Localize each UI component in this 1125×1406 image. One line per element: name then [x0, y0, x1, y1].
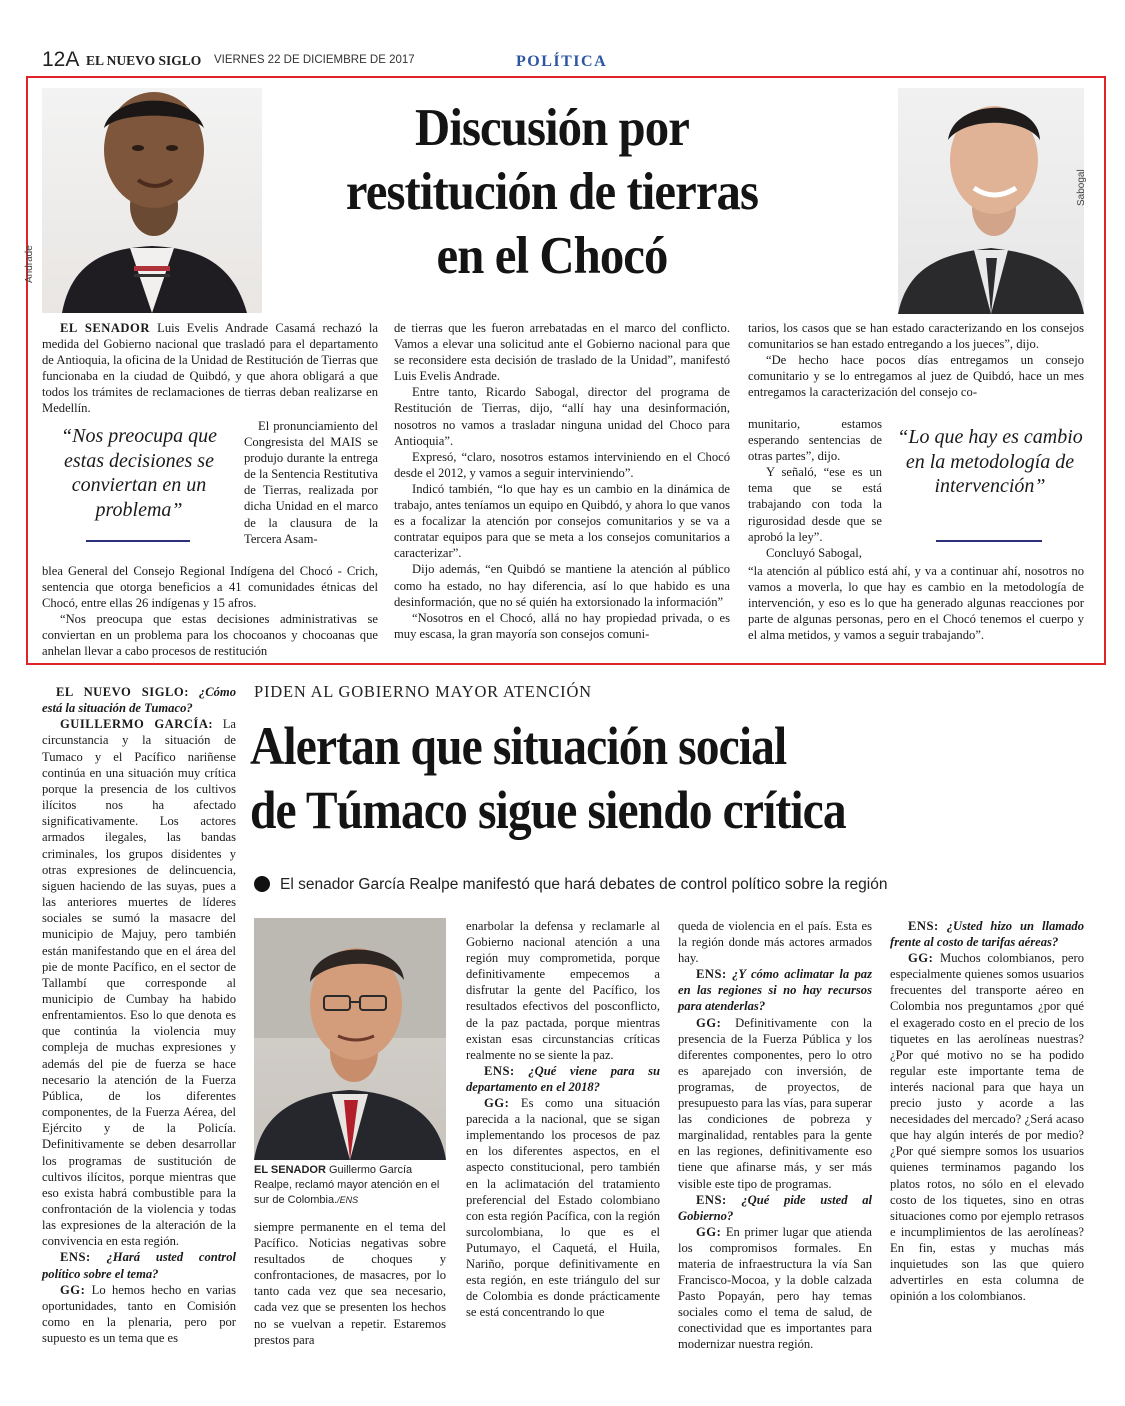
- answer: GG: Lo hemos hecho en varias oportunidades, tanto en Comisión como en la plenaria, pero por supuesto es un tema que es: [42, 1282, 236, 1346]
- paragraph: “Nos preocupa que estas decisiones administrativas se conviertan en un problema para los chocoanos y chocoanas que anhelan llevar a cabo procesos de restitución: [42, 612, 378, 659]
- answer: enarbolar la defensa y reclamarle al Gobierno nacional atención a una región muy comprometida, porque definitivamente empecemos a disfrutar la gente del Pacífico, los resultados efectivos del posconflicto, de la paz pactada, porque mientras existan esas circunstancias críticas realmente no se siente la paz.: [466, 919, 660, 1062]
- article1-column-1-side: [244, 418, 378, 547]
- article2-column-3: [466, 918, 660, 1320]
- person-portrait-icon: [898, 88, 1084, 314]
- masthead: EL NUEVO SIGLO: [86, 53, 202, 68]
- question: ENS: ¿Usted hizo un llamado frente al costo de tarifas aéreas?: [890, 919, 1084, 950]
- lead-in: EL SENADOR: [60, 321, 150, 335]
- paragraph: blea General del Consejo Regional Indígena del Chocó - Crich, sentencia que otorga beneficios a 41 comunidades étnicas del Chocó, entre ellas 26 indígenas y 15 afros.: [42, 564, 378, 611]
- pull-quote-left: “Nos preocupa que estas decisiones se conviertan en un problema”: [61, 425, 217, 521]
- paragraph: Expresó, “claro, nosotros estamos interviniendo en el Chocó desde el 2012, y vamos a seguir interviniendo”.: [394, 449, 730, 480]
- paragraph: “la atención al público está ahí, y va a continuar ahí, nosotros no vamos a moverla, lo que hay es cambio en la metodología de intervención, y eso es lo que ha generado algunas reacciones por parte de algunas personas, pero en el Chocó tenemos el cuerpo y el alma metidos, y vamos a seguir trabajando”.: [748, 564, 1084, 643]
- person-portrait-icon: [254, 918, 446, 1160]
- article1-column-1-bottom: [42, 563, 378, 660]
- answer: GG: Definitivamente con la presencia de la Fuerza Pública y los diferentes componentes, pero lo otro es aparejado con inversión, de programas, de proyectos, de presupuesto para las vías, para superar las condiciones de pobreza y marginalidad, rentables para la gente en las regiones, definitivamente eso tiene que afinarse más, y ser más visible este tipo de programas.: [678, 1015, 872, 1191]
- photo-andrade: [24, 88, 262, 313]
- photo-caption-sabogal: Sabogal: [1076, 169, 1087, 206]
- bullet-icon: [254, 876, 270, 892]
- page-number: 12A: [42, 48, 80, 71]
- page-header: [42, 48, 1102, 78]
- question: ENS: ¿Hará usted control político sobre el tema?: [42, 1250, 236, 1281]
- pull-quote-right: “Lo que hay es cambio en la metodología de intervención”: [897, 426, 1083, 497]
- answer: GG: Es como una situación parecida a la nacional, que se sigan implementando los procesos de paz en los diferentes aspectos, en el aspecto constitucional, pero también en la aclimatación del tratamiento preferencial del Estado colombiano con esta región Pacífica, con la región surcolombiana, lo que es el Putumayo, el Caquetá, el Huila, Nariño, porque definitivamente en esta región, en este triángulo del sur de Colombia es donde prácticamente se está concentrando lo que: [466, 1096, 660, 1320]
- headline-line: en el Chocó: [436, 227, 668, 285]
- article1-column-3-side: [748, 416, 882, 561]
- section-title: POLÍTICA: [516, 53, 608, 70]
- photo-caption-andrade: Andrade: [24, 245, 35, 283]
- article2-column-2: [254, 1219, 446, 1348]
- answer: GG: En primer lugar que atienda los compromisos formales. En materia de infraestructura la vía San Francisco-Mocoa, y la doble calzada Pasto Popayán, pero hay temas sociales como el tema de salud, de conectividad que es importantes para modernizar nuestra región.: [678, 1224, 872, 1352]
- headline-line: Discusión por: [415, 99, 689, 157]
- paragraph: tarios, los casos que se han estado caracterizando en los consejos comunitarios se han estado entregando a los jueces”, dijo.: [748, 321, 1084, 352]
- paragraph: El pronunciamiento del Congresista del MAIS se produjo durante la entrega de la Sentencia Restitutiva de Tierras, realizada por dicha Unidad en el marco de la clausura de la Tercera Asam-: [244, 419, 378, 546]
- article1-column-3: [748, 320, 1084, 400]
- article2-column-1: [42, 684, 236, 1346]
- article2-column-4: [678, 918, 872, 1353]
- paragraph: Y señaló, “ese es un tema que se está trabajando con toda la rigurosidad desde que se aprobó la ley”.: [748, 465, 882, 544]
- paragraph: EL SENADOR Luis Evelis Andrade Casamá rechazó la medida del Gobierno nacional que trasladó para el departamento de Antioquia, la oficina de la Unidad de Restitución de Tierras que funcionaba en la ciudad de Quibdó, y que ahora obligará a que todos los trámites de reclamaciones de tierras deban realizarse en Medellín.: [42, 321, 378, 416]
- question: EL NUEVO SIGLO: ¿Cómo está la situación de Tumaco?: [42, 685, 236, 716]
- paragraph: siempre permanente en el tema del Pacífico. Noticias negativas sobre resultados de choques y confrontaciones, de masacres, por lo tanto cada vez que sea necesario, cada vez que se presenten los hechos no se vuelvan a repetir. Estaremos prestos para: [254, 1220, 446, 1347]
- paragraph: Concluyó Sabogal,: [766, 545, 862, 560]
- paragraph: munitario, estamos esperando sentencias de otras partes”, dijo.: [748, 417, 882, 464]
- photo-garcia-realpe: [254, 918, 446, 1160]
- person-portrait-icon: [42, 88, 262, 313]
- article1-column-2: [394, 320, 730, 642]
- paragraph: Indicó también, “lo que hay es un cambio en la dinámica de trabajo, antes teníamos un equipo en Quibdó, y ahora lo que vanos es a focalizar la atención por consejos comunitarios y se va a contratar equipos para que se meta a los consejos comunitarios a caracterizar”.: [394, 481, 730, 561]
- quote-rule: [86, 540, 190, 542]
- issue-date: VIERNES 22 DE DICIEMBRE DE 2017: [214, 54, 415, 66]
- headline-line: Alertan que situación social: [250, 716, 787, 776]
- quote-rule: [936, 540, 1042, 542]
- article1-headline: [293, 96, 812, 288]
- paragraph: Entre tanto, Ricardo Sabogal, director del programa de Restitución de Tierras, dijo, “allí hay una desinformación, nosotros no vamos a trasladar ninguna unidad del Choco para Antioquia”.: [394, 385, 730, 448]
- article2-kicker: PIDEN AL GOBIERNO MAYOR ATENCIÓN: [254, 682, 592, 701]
- photo-caption: EL SENADOR Guillermo García Realpe, reclamó mayor atención en el sur de Colombia./ENS: [254, 1164, 440, 1206]
- question: ENS: ¿Qué pide usted al Gobierno?: [678, 1192, 872, 1223]
- answer: GUILLERMO GARCÍA: La circunstancia y la situación de Tumaco y el Pacífico nariñense continúa en una situación muy crítica porque la presencia de los cultivos ilícitos nos ha afectado significativamente. Los actores armados ilegales, las bandas criminales, los grupos disidentes y otras expresiones de delincuencia, siguen haciendo de las suyas, pues a las anteriores muertes de líderes sociales se sumó la masacre del municipio de Majuy, pero también están manifestando que en el área del pie de monte Pacífico, en el sector de Tallambí que corresponde al municipio de Cumbay ha habido enfrentamientos. Eso lo que denota es que continúa la violencia muy compleja de muchas expresiones y además del pie de fuerza se hace necesario la atención de la Fuerza Pública, de los diferentes componentes, de la Fuerza Aérea, del Ejército y de la Policía. Definitivamente se deben desarrollar los programas de sustitución de cultivos ilícitos, porque mientras que eso exista habrá combustible para la confrontación de la violencia y todas las expresiones de la alteración de la convivencia en esta región.: [42, 717, 236, 1249]
- paragraph: “De hecho hace pocos días entregamos un consejo comunitario y se lo entregamos al juez de Quibdó, hace un mes entregamos la caracterización del consejo co-: [748, 353, 1084, 400]
- answer: GG: Muchos colombianos, pero especialmente quienes somos usuarios frecuentes del transporte aéreo en Colombia nos preguntamos ¿por qué el exagerado costo en el precio de los tiquetes en las aerolíneas nuestras? ¿Por qué motivo no se ha podido regular este importante tema de interés nacional para que haya un precio justo y acorde a las necesidades del mercado? ¿Será acaso que hay algún interés de por medio? ¿Por qué siempre somos los usuarios quienes terminamos pagando los platos rotos, no sólo en el elevado costo de los tiquetes, sino en otras situaciones como por ejemplo retrasos e incumplimientos de las aerolíneas? En fin, estas y muchas más inquietudes son las que quiero advertirles en esta columna de opinión a los colombianos.: [890, 951, 1084, 1304]
- article1-column-1: [42, 320, 378, 417]
- paragraph: “Nosotros en el Chocó, allá no hay propiedad privada, o es muy escasa, la gran mayoría son consejos comuni-: [394, 610, 730, 641]
- paragraph: de tierras que les fueron arrebatadas en el marco del conflicto. Vamos a elevar una solicitud ante el Gobierno nacional para que se reconsidere esta decisión de traslado de la Unidad”, manifestó Luis Evelis Andrade.: [394, 321, 730, 384]
- article2-column-5: [890, 918, 1084, 1304]
- answer: queda de violencia en el país. Esta es la región donde más actores armados hay.: [678, 919, 872, 966]
- article1-column-3-bottom: [748, 563, 1084, 643]
- paragraph: Dijo además, “en Quibdó se mantiene la atención al público como ha estado, no hay diferencia, así lo que habido es una desinformación, que no sé quién ha extorsionado la información”: [394, 562, 730, 609]
- headline-line: restitución de tierras: [345, 163, 759, 221]
- question: ENS: ¿Qué viene para su departamento en el 2018?: [466, 1063, 660, 1094]
- photo-sabogal: [898, 88, 1087, 314]
- article2-subtitle: El senador García Realpe manifestó que hará debates de control político sobre la región: [254, 876, 1104, 894]
- headline-line: de Túmaco sigue siendo crítica: [250, 780, 846, 840]
- article2-headline: [250, 714, 989, 842]
- question: ENS: ¿Y cómo aclimatar la paz en las regiones si no hay recursos para atenderlas?: [678, 967, 873, 1014]
